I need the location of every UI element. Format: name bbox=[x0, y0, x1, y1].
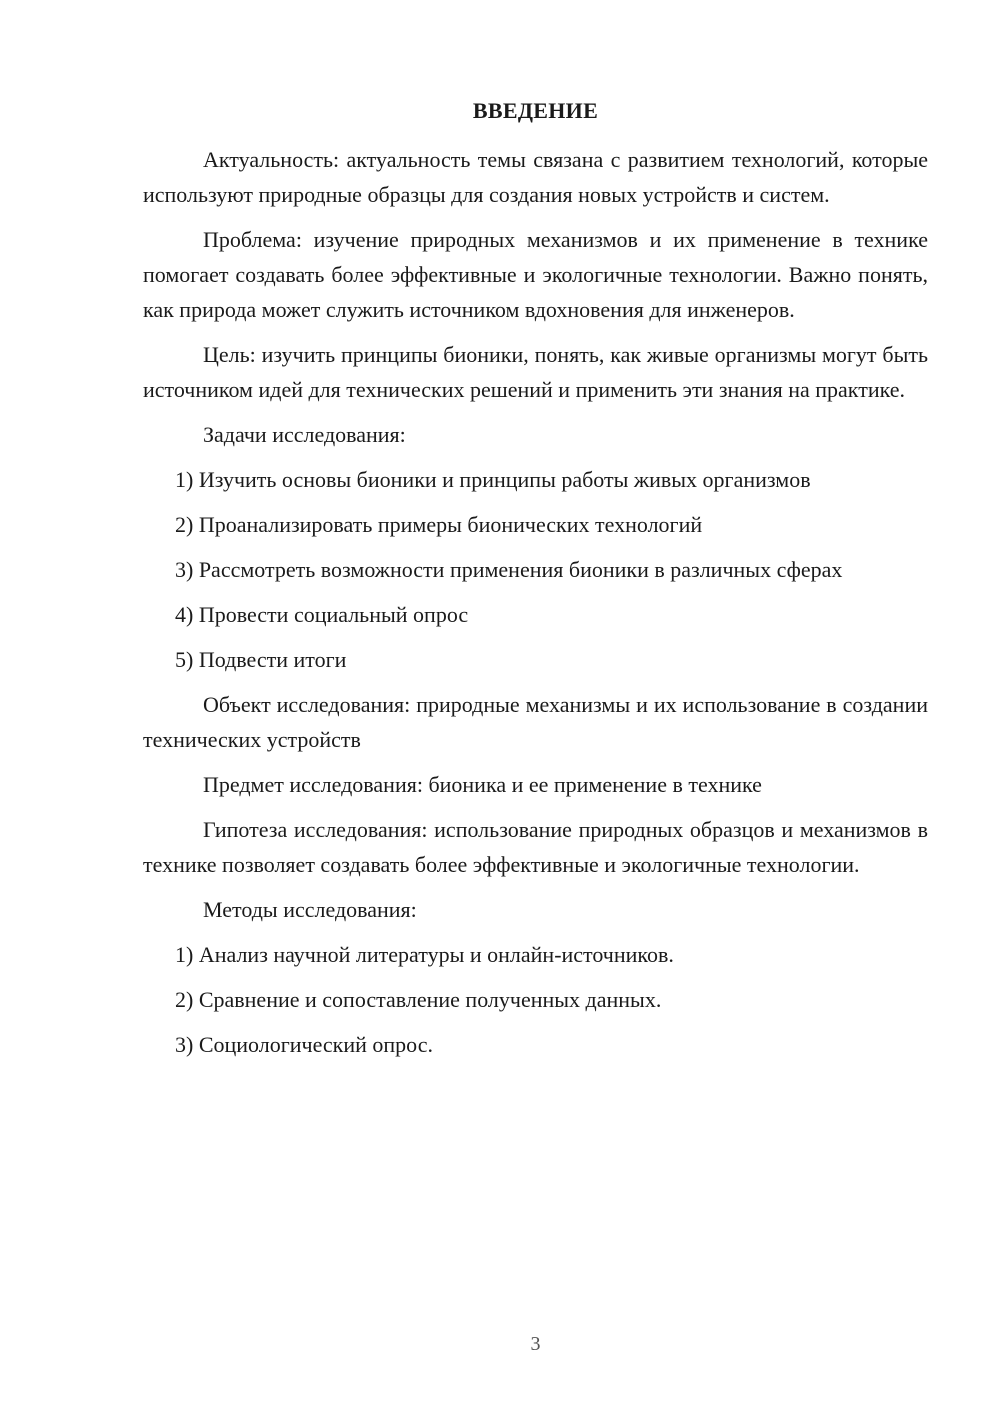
document-body bbox=[143, 142, 928, 1072]
task-item-2: 2) Проанализировать примеры бионических технологий bbox=[175, 512, 703, 537]
task-item-5: 5) Подвести итоги bbox=[175, 647, 347, 672]
task-item-1: 1) Изучить основы бионики и принципы работы живых организмов bbox=[175, 467, 811, 492]
method-item-2: 2) Сравнение и сопоставление полученных данных. bbox=[175, 987, 662, 1012]
object-paragraph: Объект исследования: природные механизмы и их использование в создании технических устройств bbox=[143, 692, 928, 752]
problem-paragraph: Проблема: изучение природных механизмов и их применение в технике помогает создавать более эффективные и экологичные технологии. Важно понять, как природа может служить источником вдохновения для инженеров. bbox=[143, 227, 928, 322]
goal-paragraph: Цель: изучить принципы бионики, понять, как живые организмы могут быть источником идей для технических решений и применить эти знания на практике. bbox=[143, 342, 928, 402]
task-item-3: 3) Рассмотреть возможности применения бионики в различных сферах bbox=[175, 557, 843, 582]
subject-paragraph: Предмет исследования: бионика и ее применение в технике bbox=[203, 772, 762, 797]
hypothesis-paragraph: Гипотеза исследования: использование природных образцов и механизмов в технике позволяет создавать более эффективные и экологичные технологии. bbox=[143, 817, 928, 877]
relevance-paragraph: Актуальность: актуальность темы связана с развитием технологий, которые используют природные образцы для создания новых устройств и систем. bbox=[143, 147, 928, 207]
tasks-title: Задачи исследования: bbox=[203, 422, 406, 447]
method-item-1: 1) Анализ научной литературы и онлайн-источников. bbox=[175, 942, 674, 967]
page-title: ВВЕДЕНИЕ bbox=[472, 98, 599, 123]
page-number: 3 bbox=[530, 1333, 541, 1355]
methods-title: Методы исследования: bbox=[203, 897, 417, 922]
document-page bbox=[143, 0, 928, 1414]
method-item-3: 3) Социологический опрос. bbox=[175, 1032, 433, 1057]
task-item-4: 4) Провести социальный опрос bbox=[175, 602, 469, 627]
